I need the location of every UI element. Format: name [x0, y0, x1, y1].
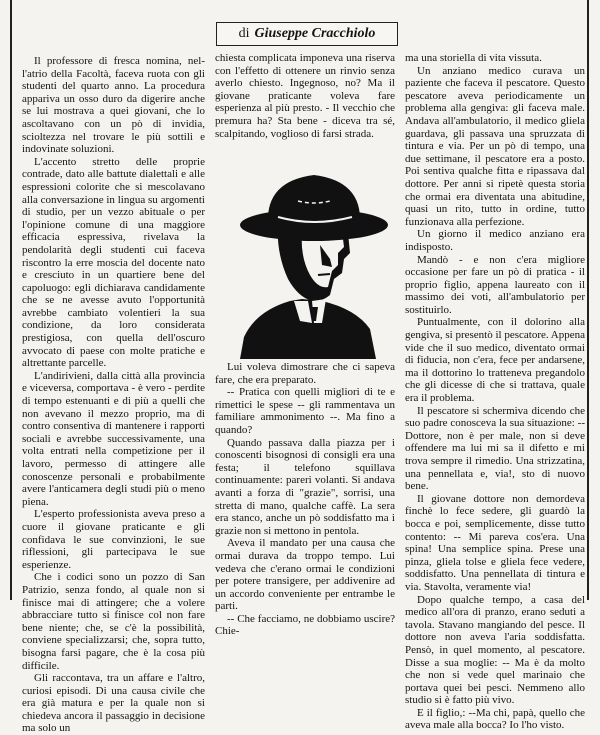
- paragraph: -- Pratica con quelli migliori di te e rimettici le spese -- gli rammentava un familiare ammonimento --. Ma fino a quando?: [215, 386, 395, 436]
- paragraph: L'esperto professionista aveva preso a cuore il giovane praticante e gli confidava le sue convinzioni, le sue riflessioni, gli partecipava le sue esperienze.: [22, 508, 205, 571]
- paragraph: ma una storiella di vita vissuta.: [405, 52, 542, 64]
- paragraph: Gli raccontava, tra un affare e l'altro, curiosi episodi. Di una causa civile che era già matura e per la quale non si chiedeva ancora il passaggio in decisione ma solo un: [22, 672, 205, 735]
- right-column: [405, 52, 585, 732]
- paragraph: Un giorno il medico anziano era indisposto.: [405, 228, 585, 253]
- paragraph: E il figlio,: --Ma chi, papà, quello che aveva male alla bocca? Io l'ho visto.: [405, 706, 585, 732]
- paragraph: Mandò - e non c'era migliore occasione per fare un pò di pratica - il proprio figlio, appena laureato con il massimo dei voti, all'ambulatorio per sostituirlo.: [405, 253, 585, 316]
- man-in-bowler-hat-illustration: [238, 161, 390, 359]
- paragraph: Lui voleva dimostrare che ci sapeva fare, che era preparato.: [215, 361, 395, 386]
- author-byline-box: [216, 22, 398, 46]
- paragraph: -- Che facciamo, ne dobbiamo uscire? Chie-: [215, 612, 395, 638]
- paragraph: Un anziano medico curava un paziente che faceva il pescatore. Questo pescatore aveva periodicamente un problema alla gengiva: gli faceva male. Andava all'ambulatorio, il medico gliela guardava, gli passava una spruzzata di tintura e via. Per un pò di tempo, una due settimane, il pescatore era a posto. Poi sentiva qualche fitta e ripassava dal dottore. Per anni si ripetè questa storia che ormai era diventata una abitudine, quasi un rito, tutto in ordine, tutto funzionava alla perfezione.: [405, 64, 585, 228]
- paragraph: L'andirivieni, dalla città alla provincia e viceversa, comportava - è vero - perdite di tempo estenuanti e di più a quelli che non avevano il mezzo proprio, ma di contro consentiva di mantenere i rapporti sociali e avrebbe successivamente, una volta entrati nella competizione per il lavoro, permesso di attingere alle conoscenze personali e probabilmente avere l'anticamera degli studi più o meno piena.: [22, 369, 205, 508]
- paragraph: Aveva il mandato per una causa che ormai durava da troppo tempo. Lui vedeva che c'erano ormai le condizioni per potere transigere, per addivenire ad un accordo conveniente per entrambe le parti.: [215, 537, 395, 613]
- right-border-rule: [587, 0, 589, 600]
- paragraph: Che i codici sono un pozzo di San Patrizio, senza fondo, al quale non si finisce mai di attingere; che a volere abbracciare tutto si finisce col non fare bene niente; che, se c'è la possibilità, conviene specializzarsi; che, sopra tutto, bisogna farsi pagare, che è la cosa più difficile.: [22, 571, 205, 672]
- middle-column-top: [215, 52, 395, 140]
- left-border-rule: [10, 0, 12, 600]
- paragraph: Il giovane dottore non demordeva finchè lo fece sedere, gli guardò la bocca e poi, semplicemente, disse tutto contento: -- Mi pareva cos'era. Una spina! Una semplice spina. Prese una pinza, gliela tolse e gliela fece vedere, soddisfatto. Una pennellata di tintura e via. Stavolta, veramente via!: [405, 492, 585, 593]
- paragraph: Quando passava dalla piazza per i conoscenti bisognosi di consigli era una festa; il telefono squillava continuamente: pareri volanti. Si andava avanti a forza di "grazie", sorrisi, una stretta di mano, qualche caffè. La sera era stanco, anche un pò soddisfatto ma i grazie non si mettono in pentola.: [215, 436, 395, 537]
- paragraph: Dopo qualche tempo, a casa del medico all'ora di pranzo, erano seduti a tavola. Stavano mangiando del pesce. Il dottore non aveva l'aria soddisfatta. Pensò, in quel momento, al pescatore. Disse a sua moglie: -- Ma è da molto che non si vede quel marinaio che portava quei bei pesci. Nemmeno allo studio si è fatto più vivo.: [405, 593, 585, 707]
- paragraph: chiesta complicata imponeva una riserva con l'effetto di ottenere un rinvio senza averlo chiesto. Ingegnoso, no? Ma il giovane praticante voleva fare esperienza al più presto. - Il vecchio che premura ha? Sta bene - diceva tra sé, scalpitando, voglioso di farsi strada.: [215, 52, 395, 140]
- byline-prefix: di: [238, 26, 250, 41]
- paragraph: Il pescatore si schermiva dicendo che suo padre conosceva la sua situazione: -- Dottore, non è per male, non si deve offendere ma lui mi sa il difetto e mi trova sempre il rimedio. Una strizzatina, una pennellata e, via!, sto di nuovo bene.: [405, 404, 585, 493]
- middle-column-bottom: [215, 361, 395, 638]
- author-name: Giuseppe Cracchiolo: [254, 26, 376, 41]
- paragraph: Il professore di fresca nomina, nel-l'atrio della Facoltà, faceva ruota con gli studenti del quarto anno. La procedura appariva un osso duro da digerire anche se lui mostrava a quei giovani, che lo ascoltavano con un pò di invidia, scioltezza nel trovare le più sottili e indovinate soluzioni.: [22, 55, 205, 156]
- paragraph: L'accento stretto delle proprie contrade, dato alle battute dialettali e alle espressioni colorite che si mescolavano alla conversazione in lingua su argomenti di studio, per un vezzo abituale o per l'opinione comune di una maggiore efficacia espressiva, rivelava la pendolarità degli studenti cui faceva riscontro la erre moscia del docente nato e cresciuto in un quartiere bene del capoluogo: egli dichiarava candidamente che se ne avesse avuto l'opportunità avrebbe cambiato volentieri la sua condizione, da loro considerata prestigiosa, con quella dell'oscuro avvocato di paese con molte pratiche e altrettante parcelle.: [22, 155, 205, 370]
- paragraph: Puntualmente, con il dolorino alla gengiva, si presentò il pescatore. Appena vide che il suo medico, diventato ormai di fiducia, non c'era, fece per andarsene, ma il dottorino lo tratteneva pregandolo che gli dicesse di che si trattava, quale era il problema.: [405, 316, 585, 405]
- left-column: [22, 55, 205, 735]
